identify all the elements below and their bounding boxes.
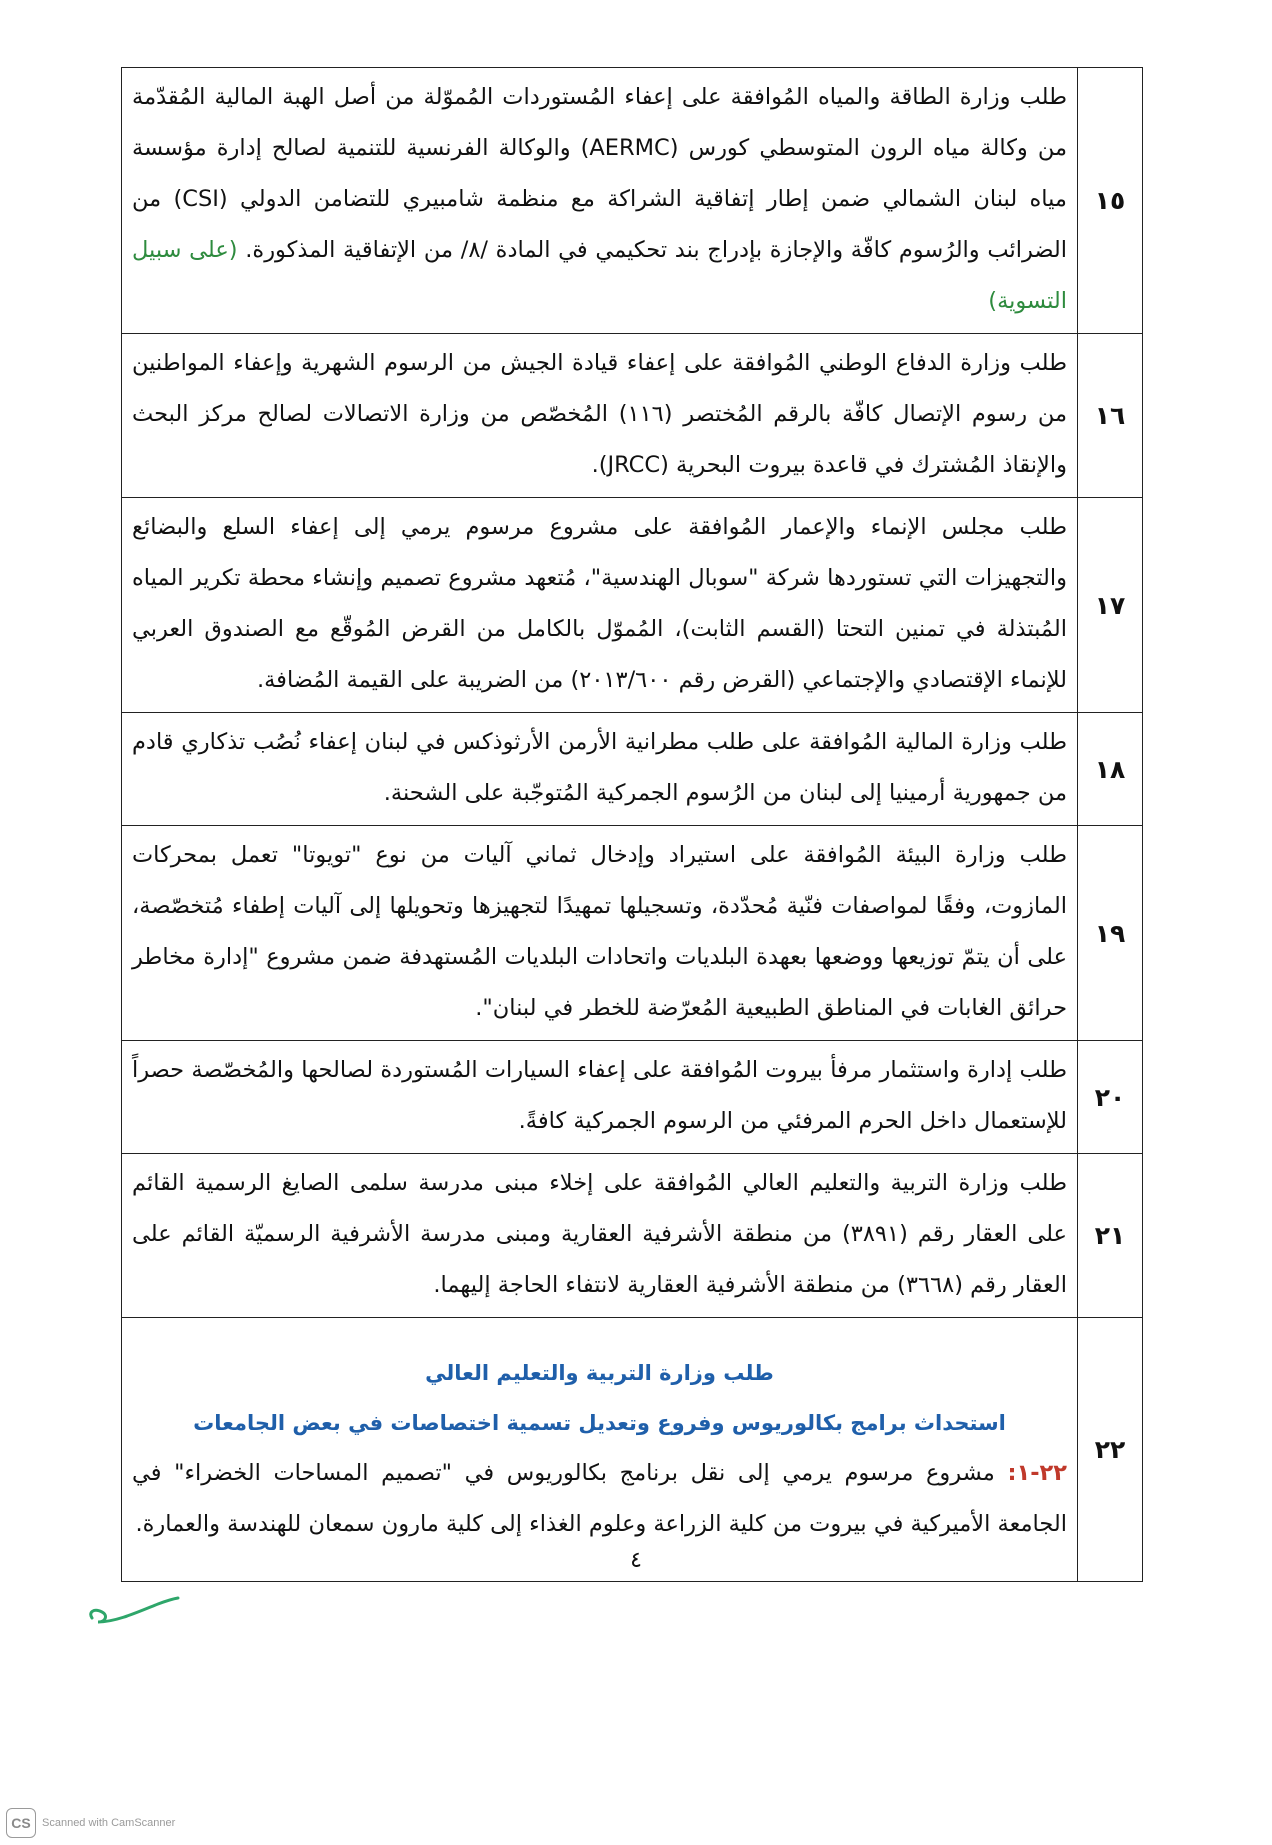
agenda-table	[121, 67, 1143, 1582]
item-description: مشروع مرسوم يرمي إلى نقل برنامج بكالوريوس في "تصميم المساحات الخضراء" في الجامعة الأميركية في بيروت من كلية الزراعة وعلوم الغذاء إلى كلية مارون سمعان للهندسة والعمارة.	[132, 1459, 1067, 1537]
table-row	[122, 68, 1143, 334]
table-row	[122, 1318, 1143, 1582]
item-number: ١٦	[1078, 334, 1143, 498]
item-text	[122, 1318, 1078, 1582]
scanner-watermark-text: Scanned with CamScanner	[42, 1817, 176, 1829]
item-text: طلب إدارة واستثمار مرفأ بيروت المُوافقة على إعفاء السيارات المُستوردة لصالحها والمُخصّصة حصراً للإستعمال داخل الحرم المرفئي من الرسوم الجمركية كافةً.	[122, 1041, 1078, 1154]
sub-item-label: ٢٢-١:	[1007, 1459, 1067, 1486]
item-number: ١٥	[1078, 68, 1143, 334]
table-row	[122, 826, 1143, 1041]
table-row	[122, 498, 1143, 713]
item-number: ٢٢	[1078, 1318, 1143, 1582]
item-number: ٢١	[1078, 1154, 1143, 1318]
item-description: طلب وزارة الطاقة والمياه المُوافقة على إعفاء المُستوردات المُموّلة من أصل الهبة المالية المُقدّمة من وكالة مياه الرون المتوسطي كورس (AERMC) والوكالة الفرنسية للتنمية لصالح إدارة مؤسسة مياه لبنان الشمالي ضمن إطار إتفاقية الشراكة مع منظمة شامبيري للتضامن الدولي (CSI) من الضرائب والرُسوم كافّة والإجازة بإدراج بند تحكيمي في المادة /٨/ من الإتفاقية المذكورة.	[132, 84, 1068, 263]
table-row	[122, 334, 1143, 498]
scanner-watermark	[6, 1808, 175, 1838]
signature-mark	[86, 1582, 196, 1642]
item-text	[122, 68, 1078, 334]
section-subheading: استحداث برامج بكالوريوس وفروع وتعديل تسمية اختصاصات في بعض الجامعات	[193, 1410, 1006, 1435]
table-row	[122, 713, 1143, 826]
item-text: طلب وزارة التربية والتعليم العالي المُوافقة على إخلاء مبنى مدرسة سلمى الصايغ الرسمية القائم على العقار رقم (٣٨٩١) من منطقة الأشرفية العقارية ومبنى مدرسة الأشرفية الرسميّة القائم على العقار رقم (٣٦٦٨) من منطقة الأشرفية العقارية لانتفاء الحاجة إليهما.	[122, 1154, 1078, 1318]
table-row	[122, 1154, 1143, 1318]
item-number: ١٩	[1078, 826, 1143, 1041]
page-number: ٤	[630, 1548, 642, 1573]
table-row	[122, 1041, 1143, 1154]
item-number: ١٧	[1078, 498, 1143, 713]
item-text: طلب وزارة الدفاع الوطني المُوافقة على إعفاء قيادة الجيش من الرسوم الشهرية وإعفاء المواطنين من رسوم الإتصال كافّة بالرقم المُختصر (١١٦) المُخصّص من وزارة الاتصالات لصالح مركز البحث والإنقاذ المُشترك في قاعدة بيروت البحرية (JRCC).	[122, 334, 1078, 498]
item-text: طلب وزارة المالية المُوافقة على طلب مطرانية الأرمن الأرثوذكس في لبنان إعفاء نُصُب تذكاري قادم من جمهورية أرمينيا إلى لبنان من الرُسوم الجمركية المُتوجّبة على الشحنة.	[122, 713, 1078, 826]
item-number: ١٨	[1078, 713, 1143, 826]
camscanner-logo-icon: CS	[6, 1808, 36, 1838]
item-text: طلب وزارة البيئة المُوافقة على استيراد وإدخال ثماني آليات من نوع "تويوتا" تعمل بمحركات المازوت، وفقًا لمواصفات فنّية مُحدّدة، وتسجيلها تمهيدًا لتجهيزها وتحويلها إلى آليات إطفاء مُتخصّصة، على أن يتمّ توزيعها ووضعها بعهدة البلديات واتحادات البلديات المُستهدفة ضمن مشروع "إدارة مخاطر حرائق الغابات في المناطق الطبيعية المُعرّضة للخطر في لبنان".	[122, 826, 1078, 1041]
item-number: ٢٠	[1078, 1041, 1143, 1154]
section-heading: طلب وزارة التربية والتعليم العالي	[425, 1360, 774, 1385]
item-note: (على سبيل التسوية)	[132, 237, 1067, 314]
item-text: طلب مجلس الإنماء والإعمار المُوافقة على مشروع مرسوم يرمي إلى إعفاء السلع والبضائع والتجهيزات التي تستوردها شركة "سوبال الهندسية"، مُتعهد مشروع تصميم وإنشاء محطة تكرير المياه المُبتذلة في تمنين التحتا (القسم الثابت)، المُموّل بالكامل من القرض المُوقّع مع الصندوق العربي للإنماء الإقتصادي والإجتماعي (القرض رقم ٢٠١٣/٦٠٠) من الضريبة على القيمة المُضافة.	[122, 498, 1078, 713]
